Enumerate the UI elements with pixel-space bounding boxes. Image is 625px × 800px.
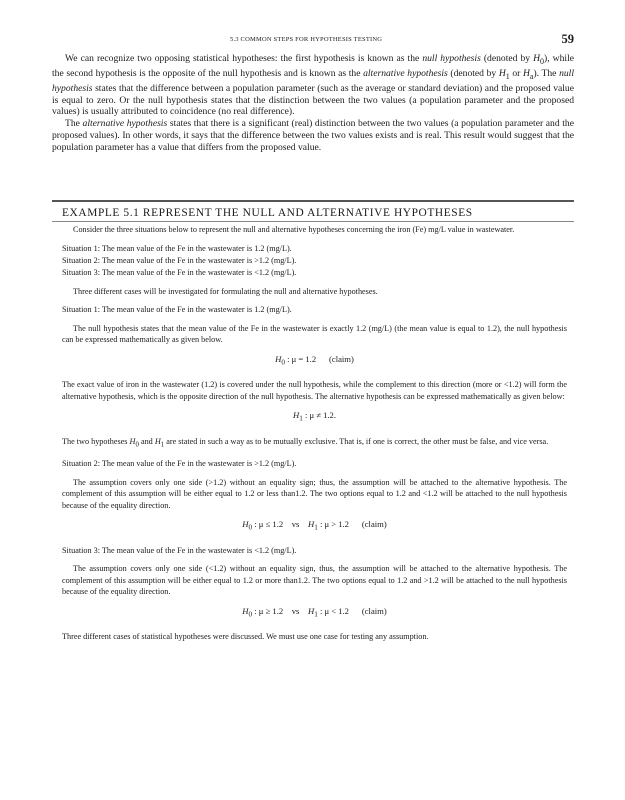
example-title-rule xyxy=(52,221,574,222)
example-body xyxy=(62,224,567,650)
equation-null-1: $H_0$ : μ = 1.2 (claim) xyxy=(275,353,354,367)
situation-list xyxy=(62,243,567,279)
situation-3-heading: Situation 3: The mean value of the Fe in the wastewater is <1.2 (mg/L). xyxy=(62,545,297,555)
situation-3-text: The assumption covers only one side (<1.2) without an equality sign, thus, the assumption will be attached to the alternative hypothesis. The complement of this assumption will be either equal to 1.2 or more than1.2. The two options equal to 1.2 and >1.2 will be attached to the null hypothesis because of the equality direction. xyxy=(62,564,567,597)
equation-situation-2: $H_0$ : μ ≤ 1.2 vs $H_1$ : μ > 1.2 (claim) xyxy=(242,519,387,533)
situation-item: Situation 2: The mean value of the Fe in the wastewater is >1.2 (mg/L). xyxy=(62,255,297,265)
mutually-exclusive-text: The two hypotheses $H_0$ and $H_1$ are stated in such a way as to be mutually exclusive. That is, if one is correct, the other must be false, and vice versa. xyxy=(62,436,549,449)
situation-1-alt-text: The exact value of iron in the wastewater (1.2) is covered under the null hypothesis, while the complement to this direction (more or <1.2) will form the alternative hypothesis, which is the opposite direction of the null hypothesis. The alternative hypothesis can be expressed mathematically as given below: xyxy=(62,380,567,401)
example-top-rule xyxy=(52,200,574,202)
running-head: 5.3 COMMON STEPS FOR HYPOTHESIS TESTING xyxy=(230,36,383,43)
three-cases-text: Three different cases will be investigated for formulating the null and alternative hypotheses. xyxy=(73,286,378,296)
intro-paragraph-2: The alternative hypothesis states that there is a significant (real) distinction between the two values (a population parameter and the proposed values). In other words, it says that the difference between the two values exists and is real. This result would suggest that the population parameter has a value that differs from the proposed value. xyxy=(52,118,574,154)
situation-1-heading: Situation 1: The mean value of the Fe in the wastewater is 1.2 (mg/L). xyxy=(62,305,292,315)
page-header xyxy=(62,34,574,48)
situation-item: Situation 3: The mean value of the Fe in the wastewater is <1.2 (mg/L). xyxy=(62,267,297,277)
intro-paragraph-1: We can recognize two opposing statistical hypotheses: the first hypothesis is known as the null hypothesis (denoted by $H_0$), while the second hypothesis is the opposite of the null hypothesis and is known as the alternative hypothesis (denoted by $H_1$ or $H_a$). The null hypothesis states that the difference between a population parameter (such as the average or standard deviation) and the proposed value is equal to zero. Or the null hypothesis states that the distinction between the two values (a population parameter and the proposed values) is usually attributed to coincidence (no real difference). xyxy=(52,53,575,118)
equation-situation-3: $H_0$ : μ ≥ 1.2 vs $H_1$ : μ < 1.2 (claim) xyxy=(242,606,387,619)
situation-item: Situation 1: The mean value of the Fe in the wastewater is 1.2 (mg/L). xyxy=(62,243,292,253)
example-title: EXAMPLE 5.1 REPRESENT THE NULL AND ALTERNATIVE HYPOTHESES xyxy=(62,207,473,219)
situation-2-heading: Situation 2: The mean value of the Fe in the wastewater is >1.2 (mg/L). xyxy=(62,459,297,469)
situation-1-text: The null hypothesis states that the mean value of the Fe in the wastewater is exactly 1.2 (mg/L) (the mean value is equal to 1.2), the null hypothesis can be expressed mathematically as given below. xyxy=(62,323,567,345)
example-intro: Consider the three situations below to represent the null and alternative hypotheses concerning the iron (Fe) mg/L value in wastewater. xyxy=(73,225,515,234)
intro-section xyxy=(52,53,574,154)
page-number: 59 xyxy=(561,32,574,46)
final-text: Three different cases of statistical hypotheses were discussed. We must use one case for testing any assumption. xyxy=(62,632,429,642)
situation-2-text: The assumption covers only one side (>1.2) without an equality sign; thus, the assumption will be attached to the alternative hypothesis. The complement of this assumption will be either equal to 1.2 or less than1.2. The two options equal to 1.2 and <1.2 will be attached to the null hypothesis because of the equality direction. xyxy=(62,477,567,510)
equation-alt-1: $H_1$ : μ ≠ 1.2. xyxy=(293,410,336,424)
